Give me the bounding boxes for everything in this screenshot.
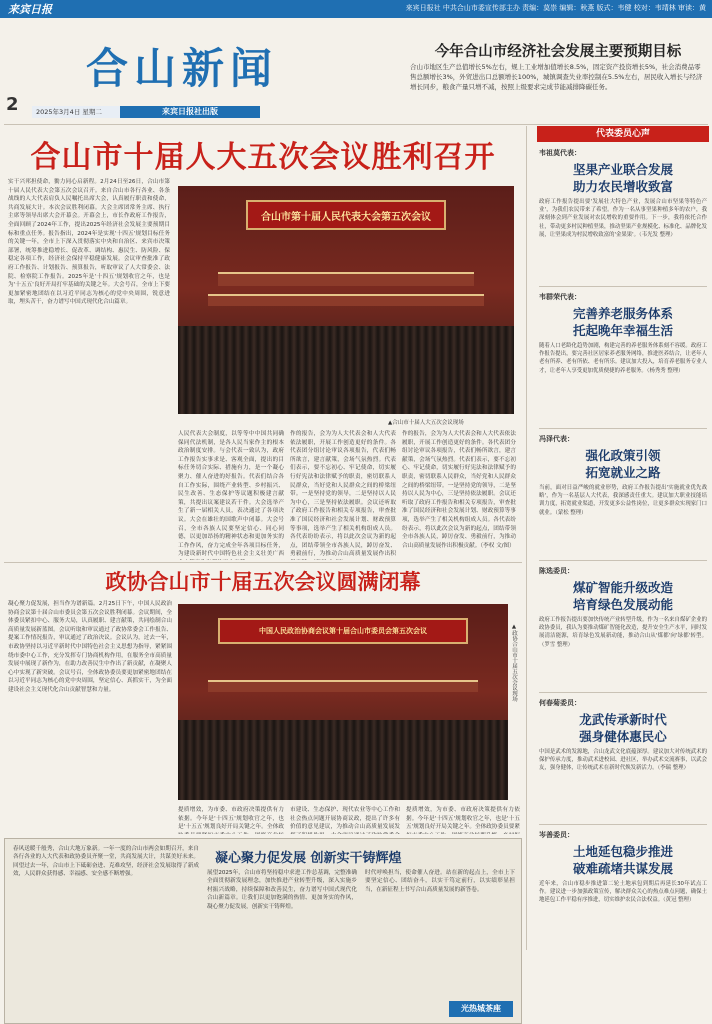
commentary-box <box>4 838 522 1024</box>
sidebar-item[interactable] <box>539 148 707 276</box>
article1-photo[interactable] <box>178 186 514 414</box>
sidebar-body: 随着人口老龄化趋势加剧，构建完善的养老服务体系刻不容缓。政府工作报告提出，要完善社区居家养老服务网络，推进医养结合，让老年人老有所养、老有所依、老有所乐。建议加大投入，培育养老服务专业人才，让老年人享受更加优质便捷的养老服务。（杨秀秀 整理） <box>539 343 707 374</box>
sidebar-author: 韦群荣代表： <box>539 293 581 301</box>
section-logo: 合山新闻 <box>86 44 279 93</box>
sidebar-item[interactable] <box>539 566 707 686</box>
article2-column-2: 提质增效，为市委、市政府决策提供有力依据。今年是'十四五'规划收官之年，也是'十五五'规划良好开局关键之年。全体政 <box>178 807 284 831</box>
sidebar-title[interactable]: 完善养老服务体系 托起晚年幸福生活 <box>572 306 673 338</box>
photo-banner-text: 合山市第十届人民代表大会第五次会议 <box>261 212 431 223</box>
sidebar-author: 何春菊委员： <box>539 699 581 707</box>
top-bar <box>0 0 712 18</box>
article2-photo[interactable] <box>178 604 508 800</box>
issue-date: 2025年3月4日 星期二 <box>32 106 232 118</box>
commentary-title[interactable]: 凝心聚力促发展 创新实干铸辉煌 <box>215 851 402 866</box>
sidebar-divider <box>539 286 707 287</box>
page-number: 2 <box>6 94 19 115</box>
sidebar-title[interactable]: 龙武传承新时代 强身健体惠民心 <box>579 712 667 744</box>
podium-row <box>218 272 474 286</box>
sidebar-item[interactable] <box>539 830 707 958</box>
sidebar-body: 近年来，合山市稳步推进第二轮土地承包到期后再延长30年试点工作。建议进一步加强政策宣传，解决群众关心的热点难点问题，确保土地延包工作平稳有序推进，切实维护农民合法权益。（黄冠 整理） <box>539 881 707 904</box>
sidebar-title[interactable]: 坚果产业联合发展 助力农民增收致富 <box>572 162 673 194</box>
sidebar-author: 陈选委员： <box>539 567 574 575</box>
photo-banner-text: 中国人民政治协商会议第十届合山市委员会第五次会议 <box>259 627 427 635</box>
sidebar-divider <box>539 824 707 825</box>
sidebar-divider <box>539 428 707 429</box>
sidebar-title[interactable]: 强化政策引领 拓宽就业之路 <box>585 448 661 480</box>
column-tag: 光热城茶座 <box>449 1001 513 1017</box>
editorial-meta: 来宾日报社 中共合山市委宣传部主办 责编：莫崇 编辑：秋燕 版式：韦健 校对：韦靖林 审读：黄 <box>405 4 706 12</box>
article1-column-3: 作的报告，会为为人大代表会和人大代表依法履职，开展工作创造更好的条件。各代表团分组讨论审议各项报告，代表们畅所欲言，建言献策，会场气氛热烈。代表们表示，要不忘初心、牢记使命，切实履行好宪法和法律赋予的职责，密切联系人民群众，当好党和人民群众之间的桥梁纽带。一是坚持党的领导，二是坚持以人民为中心，三是坚持依法履职。会议还听取了政府工作报告和相关专项报告，审查批准了国民经济和社会发展计划、财政预算等事项，选举产生了相关机构组成人员。各代表纷纷表示，将以此次会议为新的起点，团结带领全市各族人民，踔厉奋发、勇毅前行，为推动合山高质量发展作出积 <box>290 431 396 558</box>
commentary-column-2: 展望2025年，合山市将坚持稳中求进工作总基调，完整准确全面贯彻新发展理念，加快推进产业转型升级，深入实施乡村振兴战略，持续保障和改善民生，奋力谱写中国式现代化合山新篇章。让我们以更加饱满的热情、更加务实的作风，凝心聚力促发展，创新实干铸辉煌。 <box>207 870 357 910</box>
sidebar-item[interactable] <box>539 434 707 554</box>
article1-column-4: 作的报告，会为为人大代表会和人大代表依法履职，开展工作创造更好的条件。各代表团分组讨论审议各项报告，代表们畅所欲言，建言献策，会场气氛热烈。代表们表示，要不忘初心、牢记使命，切实履行好宪法和法律赋予的职责，密切联系人民群众，当好党和人民群众之间的桥梁纽带。一是坚持党的领导，二是坚持以人民为中心，三是坚持依法履职。会议还听取了政府工作报告和相关专项报告，审查批准了国民经济和社会发展计划、财政预算等事项，选举产生了相关机构组成人员。各代表纷纷表示，将以此次会议为新的起点，团结带领全市各族人民，踔厉奋发、勇毅前行，为推动合山高质量发展作出积极贡献。（李权 文/图） <box>402 431 516 549</box>
article-divider <box>4 562 522 563</box>
article1-column-1: 实干兴邦担使命，勠力同心启新程。2月24日至26日，合山市第十届人民代表大会第五次会议召开。来自合山市各行各业、各条战线的人大代表肩负人民嘱托出席大会，认真履行职责和使命，共商发展大计。本次会议胜利闭幕。大会主席团常务主席、执行主席等领导出席大会开幕会。开幕会上，市长作政府工作报告，全面回顾了2024年工作，提出2025年经济社会发展主要预期目标和重点任务。报告指出，2024年是实现'十四五'规划目标任务的关键一年，全市上下深入贯彻落实中央和自治区、来宾市决策部署，统筹推进稳增长、促改革、调结构、惠民生、防风险、保稳定各项工作，经济社会保持平稳健康发展。会议审查批准了政府工作报告、计划报告、预算报告，听取审议了人大常委会、法院、检察院工作报告。2025年是'十四五'规划收官之年，也是为'十五五'良好开局打牢基础的关键之年。大会号召，全市上下要更加紧密地团结在以习近平同志为核心的党中央周围，锐意进取，埋头苦干，奋力谱写中国式现代化合山篇章。 <box>8 179 170 306</box>
sidebar-divider <box>539 692 707 693</box>
article2-column-1: 凝心聚力促发展，担当作为谱新篇。2月25日下午，中国人民政治协商会议第十届合山市委员会第五次会议胜利闭幕。会议期间，全体委员紧扣中心、服务大局，认真履职、建言献策，共同绘制合山高质量发展新蓝图。会议听取和审议通过了政协常委会工作报告、提案工作情况报告，审议通过了政治决议。会议认为，过去一年，市政协坚持以习近平新时代中国特色社会主义思想为指导，紧紧围绕市委中心工作，充分发挥专门协商机构作用，在服务全市高质量发展中展现了新作为，在助力改善民生中作出了新贡献，在凝聚人心中实现了新突破。会议号召，全体政协委员要更加紧密地团结在以习近平同志为核心的党中央周围，坚定信心、真抓实干，为全面建设社会主义现代化合山贡献智慧和力量。 <box>8 601 172 693</box>
sidebar-body: 当前，面对日益严峻的就业形势，政府工作报告提出'实施就业优先战略'，作为一名基层人大代表，我深感责任重大。建议加大职业技能培训力度，拓宽就业渠道，开发更多公益性岗位，让更多群众实现家门口就业。（蒙松 整理） <box>539 485 707 516</box>
article2-headline[interactable]: 政协合山市十届五次会议圆满闭幕 <box>105 570 421 594</box>
commentary-column-3: 时代呼唤担当，使命催人奋进。站在新的起点上，全市上下要坚定信心、团结奋斗，以实干笃定前行，以实绩彰显担当，在新征程上书写合山高质量发展的新答卷。 <box>365 870 515 893</box>
masthead <box>0 18 712 118</box>
sidebar-title[interactable]: 土地延包稳步推进 破难疏堵共谋发展 <box>572 844 673 876</box>
audience <box>178 326 514 414</box>
sidebar-title[interactable]: 煤矿智能升级改造 培育绿色发展动能 <box>572 580 673 612</box>
article2-column-4: 提质增效，为市委、市政府决策提供有力依据。今年是'十四五'规划收官之年，也是'十五五'规划良好开局关键之年。全体政协委员要紧 <box>406 807 520 831</box>
article1-headline[interactable]: 合山市十届人大五次会议胜利召开 <box>30 140 496 175</box>
edition-label: 来宾日报社出版 <box>120 106 260 118</box>
sidebar-author: 韦祖莫代表： <box>539 149 581 157</box>
sidebar-author: 岑善委员： <box>539 831 574 839</box>
article1-column-2: 人民代表大会制度，以等等中中国共同确保同代法机制，是各人民当家作主的根本政治制度安排。与会代表一致认为，政府工作报告实事求是、客观全面，提出的目标任务切合实际、措施有力，是一个凝心聚力、催人奋进的好报告。代表们结合各自工作实际，围绕产业转型、乡村振兴、民生改善、生态保护等议题积极建言献策，共提出议案建议若干件。大会选举产生了新一届相关人员，表决通过了各项决议。大会在雄壮的国歌声中闭幕。大会号召，全市各族人民要坚定信心、同心同德，以更加昂扬的精神状态和更加务实的工作作风，奋力完成全年各项目标任务，为建设新时代中国特色社会主义壮美广西 <box>178 431 284 558</box>
teaser-headline[interactable]: 今年合山市经济社会发展主要预期目标 <box>434 44 682 60</box>
article2-column-3: 市建设、生态保护、现代农业等中心工作和社会热点问题开展协商议政，提出了许多有价值的意见建议，为推动合山高质量发展发 <box>290 807 400 831</box>
podium-row <box>208 680 478 692</box>
sidebar-item[interactable] <box>539 698 707 818</box>
sidebar-item[interactable] <box>539 292 707 420</box>
article1-photo-caption: ▲合山市十届人大五次会议现场 <box>388 420 464 426</box>
sidebar-author: 冯泽代表： <box>539 435 574 443</box>
audience <box>178 720 508 800</box>
teaser-text: 合山市地区生产总值增长5%左右，规上工业增加值增长8.5%，固定资产投资增长5%，社会消费品零售总额增长3%，外贸进出口总额增长100%，城镇调查失业率控制在5.5%左右，居民收入增长与经济增长同步，粮食产量只增不减，按照上级要求完成节能减排降碳任务。 <box>410 63 703 91</box>
sidebar <box>526 126 708 950</box>
sidebar-body: 中国是武术的发源地，合山龙武文化底蕴深厚。建议加大对传统武术的保护传承力度，推动武术进校园、进社区，举办武术交流赛事，以武会友，强身健体，让传统武术在新时代焕发新活力。（李瑞 整理） <box>539 749 707 772</box>
commentary-column-1: 春风送暖千般秀，合山大地万象新。一年一度的合山市两会如期召开，来自各行各业的人大代表和政协委员齐聚一堂，共商发展大计，共谋美好未来。回望过去一年，合山市上下砥砺奋进、克难攻坚，经济社会发展取得了新成效，人民群众获得感、幸福感、安全感不断增强。 <box>13 846 199 878</box>
article2-photo-caption: ▲政协合山市十届五次会议现场 <box>511 624 517 702</box>
newspaper-brand: 来宾日报 <box>8 3 52 16</box>
sidebar-body: 政府工作报告提出要加快传统产业转型升级。作为一名来自煤矿企业的政协委员，我认为要推动煤矿智能化改造，提升安全生产水平，同时发展清洁能源，培育绿色发展新动能，推动合山从'煤都'向'绿都'转型。（罗雪 整理） <box>539 617 707 648</box>
sidebar-divider <box>539 560 707 561</box>
sidebar-body: 政府工作报告提出要'发展壮大特色产业，发展合山市坚果等特色产业'，为我们农民带来了希望。作为一名从事坚果种植多年的农户，我深刻体会到产业发展对农民增收的重要作用。下一步，我将依托合作社，带动更多村民种植坚果，推动坚果产业规模化、标准化、品牌化发展，让坚果成为村民增收致富的'金果果'。（韦光发 整理） <box>539 199 707 238</box>
sidebar-header: 代表委员心声 <box>537 126 709 142</box>
podium-row <box>208 294 484 306</box>
masthead-divider <box>4 124 708 125</box>
